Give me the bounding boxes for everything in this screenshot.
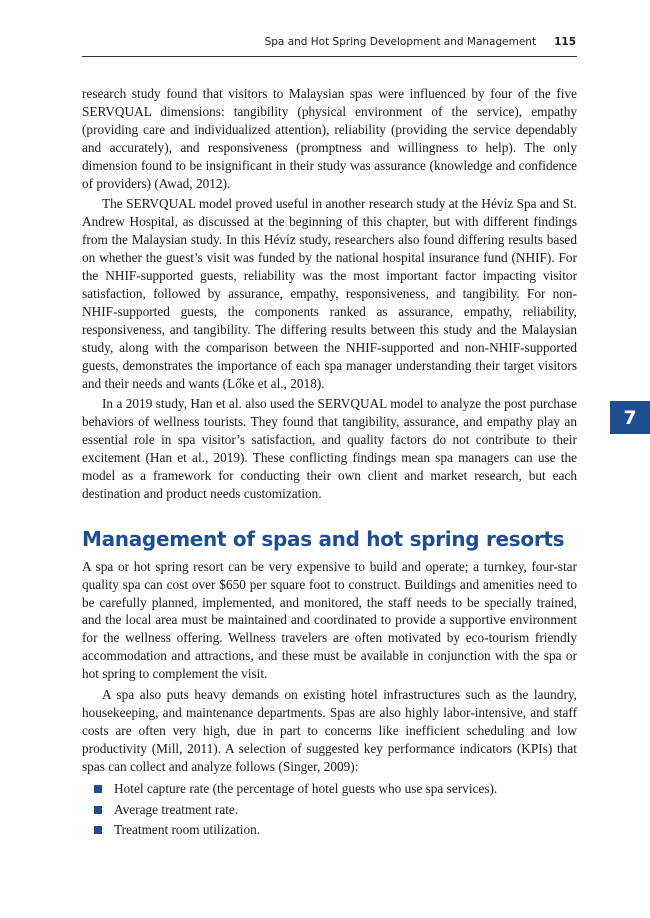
list-item-text: Treatment room utilization. — [114, 822, 261, 838]
list-item — [82, 821, 577, 839]
square-bullet-icon — [94, 785, 102, 793]
running-title: Spa and Hot Spring Development and Management — [264, 36, 537, 48]
chapter-tab: 7 — [610, 401, 650, 434]
section-paragraph-2: A spa also puts heavy demands on existing hotel infrastructures such as the laundry, housekeeping, and maintenance departments. Spas are also highly labor-intensive, and staff costs are often very high, due in part to concerns like inefficient scheduling and low productivity (Mill, 2011). A selection of suggested key performance indicators (KPIs) that spas can collect and analyze follows (Singer, 2009): — [82, 687, 577, 774]
body-text — [82, 85, 577, 842]
paragraph-1: research study found that visitors to Malaysian spas were influenced by four of the five SERVQUAL dimensions: tangibility (physical environment of the service), empathy (providing care and individualized attention), reliability (providing the service dependably and accurately), and responsiveness (promptness and willingness to help). The only dimension found to be insignificant in their study was assurance (knowledge and confidence of providers) (Awad, 2012). — [82, 86, 577, 191]
square-bullet-icon — [94, 806, 102, 814]
square-bullet-icon — [94, 826, 102, 834]
list-item-text: Hotel capture rate (the percentage of hotel guests who use spa services). — [114, 780, 498, 796]
header-rule — [82, 56, 577, 57]
paragraph-3: In a 2019 study, Han et al. also used the SERVQUAL model to analyze the post purchase behaviors of wellness tourists. They found that tangibility, assurance, and empathy play an essential role in spa visitor’s satisfaction, and quality factors do not contribute to their excitement (Han et al., 2019). These conflicting findings mean spa managers can use the model as a framework for conducting their own client and market research, but each destination and product needs customization. — [82, 396, 577, 501]
page-number: 115 — [554, 36, 576, 48]
running-header — [82, 36, 576, 48]
kpi-list — [82, 780, 577, 840]
list-item — [82, 780, 577, 798]
section-paragraph-1: A spa or hot spring resort can be very expensive to build and operate; a turnkey, four-star quality spa can cost over $650 per square foot to construct. Buildings and amenities need to be carefully planned, implemented, and monitored, the staff needs to be specially trained, and the local area must be maintained and coordinated to provide a supportive environment for the wellness offering. Wellness travelers are often motivated by eco-tourism friendly accommodation and attractions, and these must be available in conjunction with the spa or hot spring to complement the visit. — [82, 558, 577, 682]
section-heading: Management of spas and hot spring resorts — [82, 526, 565, 551]
list-item — [82, 801, 577, 819]
paragraph-2: The SERVQUAL model proved useful in another research study at the Hévíz Spa and St. Andrew Hospital, as discussed at the beginning of this chapter, but with different findings from the Malaysian study. In this Hévíz study, researchers also found differing results based on whether the guest’s visit was funded by the national hospital insurance fund (NHIF). For the NHIF-supported guests, reliability was the most important factor impacting visitor satisfaction, followed by assurance, empathy, responsiveness, and tangibility. For non-NHIF-supported guests, the components ranked as assurance, empathy, reliability, responsiveness, and tangibility. The differing results between this study and the Malaysian study, along with the comparison between the NHIF-supported and non-NHIF-supported guests, demonstrates the importance of each spa manager understanding their target visitors and their needs and wants (Lőke et al., 2018). — [82, 196, 577, 391]
list-item-text: Average treatment rate. — [114, 801, 239, 817]
